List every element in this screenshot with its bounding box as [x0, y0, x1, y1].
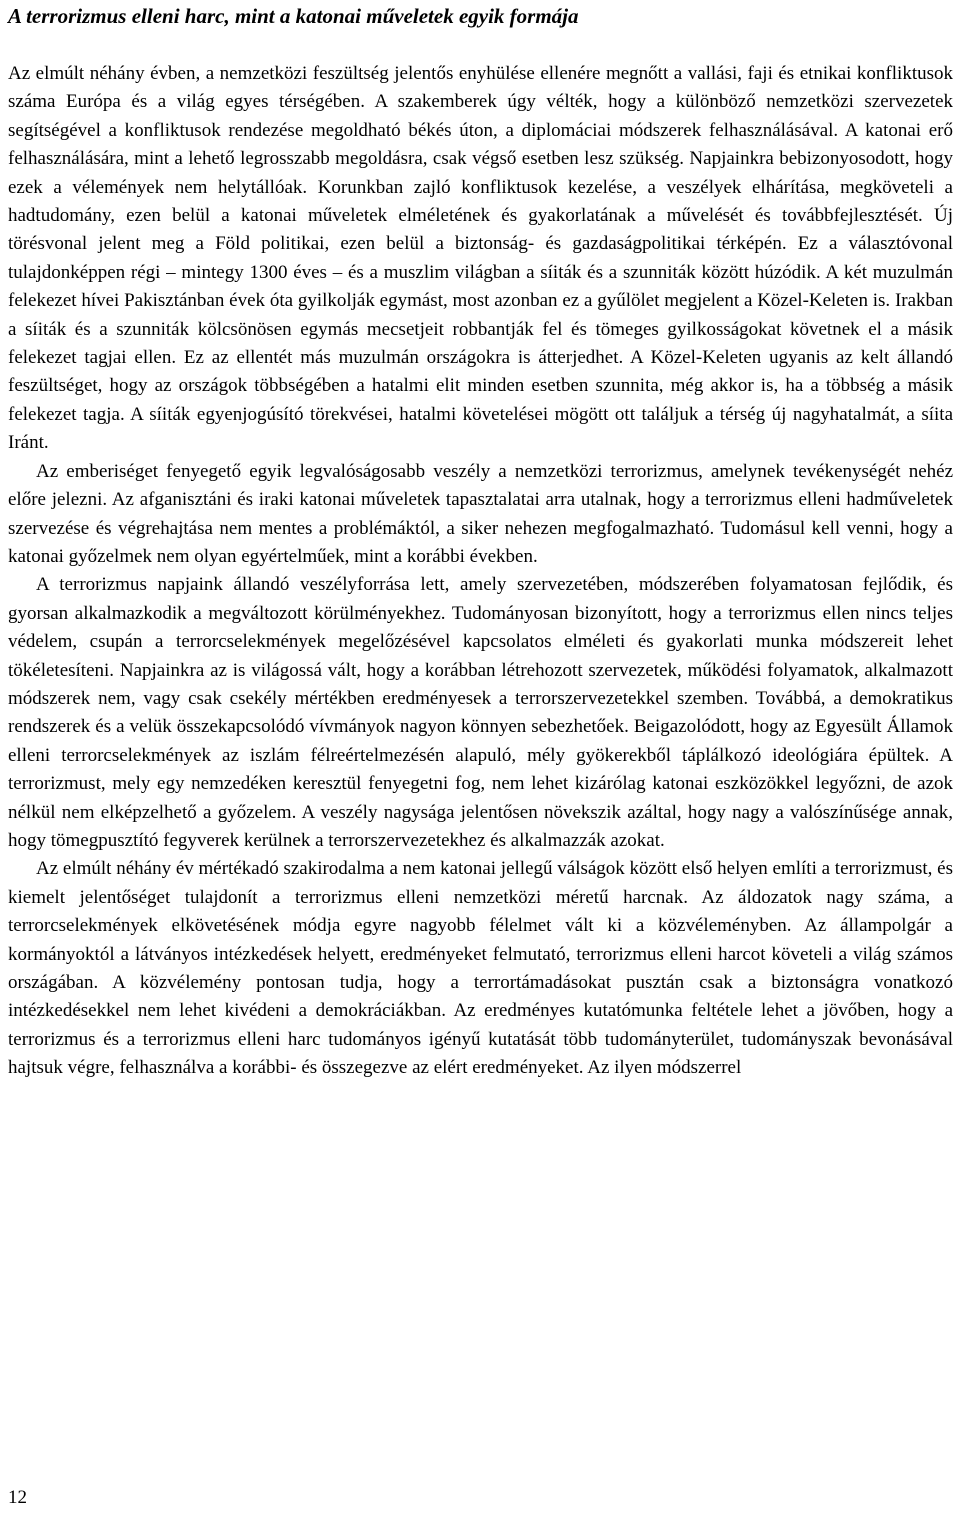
body-paragraph: Az emberiséget fenyegető egyik legvalóságosabb veszély a nemzetközi terrorizmus, amelynek tevékenységét nehéz előre jelezni. Az afganisztáni és iraki katonai műveletek tapasztalatai arra utalnak, hogy a terrorizmus elleni hadműveletek szervezése és végrehajtása nem mentes a problémáktól, a siker nehezen megfogalmazható. Tudomásul kell venni, hogy a katonai győzelmek nem olyan egyértelműek, mint a korábbi években. — [8, 460, 953, 567]
chapter-title: A terrorizmus elleni harc, mint a katonai műveletek egyik formája — [8, 4, 579, 28]
document-page — [8, 0, 953, 1083]
page-number: 12 — [8, 1487, 27, 1508]
body-paragraph: Az elmúlt néhány évben, a nemzetközi feszültség jelentős enyhülése ellenére megnőtt a vallási, faji és etnikai konfliktusok száma Európa és a világ egyes térségében. A szakemberek úgy vélték, hogy a különböző nemzetközi szervezetek segítségével a konfliktusok rendezése megoldható békés úton, a diplomáciai módszerek felhasználásával. A katonai erő felhasználására, mint a lehető legrosszabb megoldásra, csak végső esetben lesz szükség. Napjainkra bebizonyosodott, hogy ezek a vélemények nem helytállóak. Korunkban zajló konfliktusok kezelése, a veszélyek elhárítása, megköveteli a hadtudomány, ezen belül a katonai műveletek elméletének és gyakorlatának a művelését és továbbfejlesztését. Új törésvonal jelent meg a Föld politikai, ezen belül a biztonság- és gazdaságpolitikai térképén. Ez a választóvonal tulajdonképpen régi – mintegy 1300 éves – és a muszlim világban a síiták és a szunniták között húzódik. A két muzulmán felekezet hívei Pakisztánban évek óta gyilkolják egymást, most azonban ez a gyűlölet megjelent a Közel-Keleten is. Irakban a síiták és a szunniták kölcsönösen egymás mecsetjeit robbantják fel és tömeges gyilkosságokat követnek el a másik felekezet tagjai ellen. Ez az ellentét más muzulmán országokra is átterjedhet. A Közel-Keleten ugyanis az kelt állandó feszültséget, hogy az országok többségében a hatalmi elit minden esetben szunnita, még akkor is, ha a többség a másik felekezet tagja. A síiták egyenjogúsító törekvései, hatalmi követelései mögött ott találjuk a térség új nagyhatalmát, a síita Iránt. — [8, 63, 953, 454]
body-paragraph: A terrorizmus napjaink állandó veszélyforrása lett, amely szervezetében, módszerében folyamatosan fejlődik, és gyorsan alkalmazkodik a megváltozott körülményekhez. Tudományosan bizonyított, hogy a terrorizmus ellen nincs teljes védelem, csupán a terrorcselekmények megelőzésével kapcsolatos elméleti és gyakorlati munka módszereit lehet tökéletesíteni. Napjainkra az is világossá vált, hogy a korábban létrehozott szervezetek, működési folyamatok, alkalmazott módszerek nem, vagy csak csekély mértékben eredményesek a terrorszervezetekkel szemben. Továbbá, a demokratikus rendszerek és a velük összekapcsolódó vívmányok nagyon könnyen sebezhetőek. Beigazolódott, hogy az Egyesült Államok elleni terrorcselekmények az iszlám félreértelmezésén alapuló, mély gyökerekből táplálkozó ideológiára épültek. A terrorizmust, mely egy nemzedéken keresztül fenyegetni fog, nem lehet kizárólag katonai eszközökkel legyőzni, de azok nélkül nem elképzelhető a győzelem. A veszély nagysága jelentősen növekszik azáltal, hogy nagy a valószínűsége annak, hogy tömegpusztító fegyverek kerülnek a terrorszervezetekhez és alkalmazzák azokat. — [8, 574, 953, 851]
body-paragraph: Az elmúlt néhány év mértékadó szakirodalma a nem katonai jellegű válságok között első helyen említi a terrorizmust, és kiemelt jelentőséget tulajdonít a terrorizmus elleni nemzetközi méretű harcnak. Az áldozatok nagy száma, a terrorcselekmények elkövetésének módja egyre nagyobb félelmet vált ki a közvéleményben. Az állampolgár a kormányoktól a látványos intézkedések helyett, eredményeket felmutató, terrorizmus elleni harcot követeli a világ számos országában. A közvélemény pontosan tudja, hogy a terrortámadásokat pusztán csak a biztonságra vonatkozó intézkedésekkel nem lehet kivédeni a demokráciákban. Az eredményes kutatómunka feltétele lehet a jövőben, hogy a terrorizmus és a terrorizmus elleni harc tudományos igényű kutatását több tudományterület, tudományszak bevonásával hajtsuk végre, felhasználva a korábbi- és összegezve az elért eredményeket. Az ilyen módszerrel — [8, 858, 953, 1079]
